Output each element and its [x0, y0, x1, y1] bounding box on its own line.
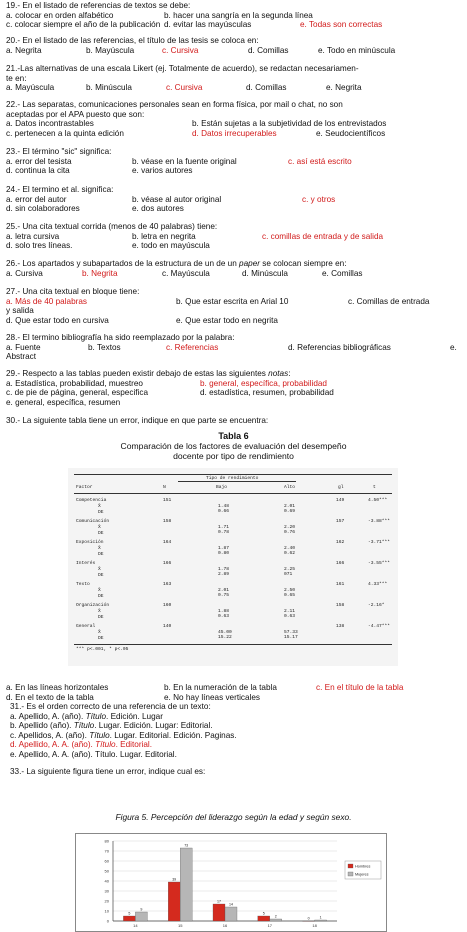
option-e: e. dos autores	[132, 204, 184, 214]
option-b: b. Mayúscula	[86, 45, 135, 55]
option-d: d. solo tres líneas.	[6, 241, 73, 251]
question-stem: 22.- Las separatas, comunicaciones personales sean en forma física, por mail o chat, no son	[6, 100, 343, 109]
option-a: a. Mayúscula	[6, 83, 55, 93]
table-cell-sd-label: DE	[98, 573, 104, 578]
question-20	[6, 36, 461, 55]
bar-hombres	[258, 916, 270, 921]
option-c: c. Cursiva	[162, 45, 199, 55]
table-caption: Comparación de los factores de evaluación del desempeño docente por tipo de rendimiento	[120, 441, 347, 461]
table-cell-mean-label: X̄	[98, 504, 101, 509]
table-cell-gl: 149	[336, 498, 345, 503]
option-d: d. continua la cita	[6, 166, 70, 176]
header-alto: Alto	[284, 485, 296, 490]
question-30	[6, 416, 461, 426]
table-cell-alto-mean: 2.50	[284, 588, 296, 593]
option-a: a. Apellido, A. (año). Título. Edición. Lugar	[10, 711, 163, 721]
option-e: e. Seudocientíficos	[316, 128, 386, 138]
x-tick-label: 16	[222, 923, 228, 928]
table-cell-t: -4.47***	[368, 624, 391, 629]
table-cell-factor: Exposición	[76, 540, 104, 545]
x-tick-label: 18	[312, 923, 317, 928]
option-e: e. Todas son correctas	[300, 20, 383, 30]
table-cell-bajo-mean: 2.01	[218, 588, 230, 593]
question-26	[6, 259, 461, 278]
option-d: d. Referencias bibliográficas	[288, 342, 391, 352]
option-b: b. Apellido (año). Título. Lugar. Edición. Lugar: Editorial.	[10, 721, 213, 731]
table-cell-mean-label: X̄	[98, 630, 101, 635]
option-c: c. así está escrito	[288, 156, 352, 166]
option-e: e.	[450, 342, 457, 352]
option-a: a. Datos incontrastables	[6, 119, 94, 129]
option-e: e. Negrita	[326, 83, 362, 93]
option-d: d. sin colaboradores	[6, 204, 80, 214]
x-tick-label: 15	[177, 923, 183, 928]
option-c: c. colocar siempre el año de la publicación	[6, 20, 161, 30]
option-c: c. y otros	[302, 194, 336, 204]
option-e: e. Apellido, A. A. (año). Título. Lugar. Editorial.	[10, 749, 177, 759]
option-b: b. En la numeración de la tabla	[164, 683, 277, 692]
table-cell-sd-label: DE	[98, 510, 104, 515]
option-e: e. varios autores	[132, 166, 193, 176]
question-stem: 20.- En el listado de las referencias, el título de las tesis se coloca en:	[6, 36, 259, 45]
question-25	[6, 222, 461, 251]
option-a: a. colocar en orden alfabético	[6, 10, 114, 20]
data-label: 5	[128, 911, 131, 916]
question-stem: 19.- En el listado de referencias de textos se debe:	[6, 1, 191, 10]
table-cell-bajo-mean: 1.78	[218, 567, 230, 572]
option-b: b. hacer una sangría en la segunda línea	[164, 10, 313, 20]
table-title: Tabla 6	[218, 431, 249, 441]
legend-label: Mujeres	[355, 872, 369, 877]
table-cell-mean-label: X̄	[98, 588, 101, 593]
table-cell-gl: 157	[336, 519, 345, 524]
y-tick-label: 40	[104, 878, 109, 884]
table-cell-bajo-mean: 1.87	[218, 546, 230, 551]
table-cell-alto-mean: 2.20	[284, 525, 296, 530]
table-cell-n: 158	[163, 519, 172, 524]
table-group-header: Tipo de rendimiento	[206, 476, 259, 481]
bar-mujeres	[270, 919, 282, 921]
table-cell-alto-mean: 57.33	[284, 630, 298, 635]
question-27: 27.- Una cita textual en bloque tiene: a. Más de 40 palabras b. Que estar escrita en Arial 10 c. Comillas de entrada y salida d. Que estar todo en cursiva e. Que estar todo en negrita	[6, 287, 461, 325]
question-28: 28.- El termino bibliografía ha sido reemplazado por la palabra: a. Fuente b. Textos c. Referencias d. Referencias bibliográficas e. Abstract	[6, 333, 461, 362]
table-cell-sd-label: DE	[98, 594, 104, 599]
option-d: d. Comillas	[246, 83, 287, 93]
data-label: 5	[262, 911, 265, 916]
table-cell-t: -2.16*	[368, 603, 385, 608]
question-33	[10, 767, 465, 777]
y-tick-label: 60	[104, 858, 109, 864]
option-d: d. estadística, resumen, probabilidad	[200, 388, 334, 398]
question-stem: 27.- Una cita textual en bloque tiene:	[6, 287, 140, 296]
table-cell-factor: Organización	[76, 603, 110, 608]
option-a: a. letra cursiva	[6, 231, 60, 241]
question-31	[10, 702, 465, 760]
option-c: c. pertenecen a la quinta edición	[6, 128, 124, 138]
table-cell-bajo-mean: 1.48	[218, 504, 230, 509]
option-a: a. error del tesista	[6, 156, 72, 166]
table-cell-gl: 162	[336, 540, 345, 545]
table-cell-bajo-mean: 1.88	[218, 609, 230, 614]
y-tick-label: 70	[104, 848, 109, 854]
table-cell-bajo-sd: 0.75	[218, 593, 230, 598]
table-cell-alto-sd: 0.69	[284, 509, 296, 514]
table-cell-alto-sd: 15.17	[284, 635, 298, 640]
table-cell-n: 163	[163, 582, 172, 587]
bar-hombres	[213, 904, 225, 921]
data-label: 39	[172, 877, 177, 882]
table-6-image	[68, 468, 398, 666]
header-factor: Factor	[76, 485, 93, 490]
header-t: t	[373, 485, 376, 490]
y-tick-label: 50	[104, 868, 109, 874]
table-cell-n: 160	[163, 603, 172, 608]
table-cell-gl: 138	[336, 624, 345, 629]
option-b: b. Minúscula	[86, 83, 132, 93]
y-tick-label: 0	[106, 918, 109, 924]
option-c: c. Apellidos, A. (año). Título. Lugar. Editorial. Edición. Paginas.	[10, 730, 237, 740]
table-cell-alto-mean: 2.40	[284, 546, 296, 551]
table-note: *** p<.001, * p<.05	[76, 647, 129, 652]
table-cell-factor: Interés	[76, 561, 96, 566]
table-cell-mean-label: X̄	[98, 567, 101, 572]
option-d: d. Que estar todo en cursiva	[6, 315, 109, 325]
bar-hombres	[123, 916, 135, 921]
question-stem: 23.- El término "sic" significa:	[6, 147, 112, 156]
option-a: a. Fuente	[6, 342, 41, 352]
table-cell-t: 4.50***	[368, 498, 388, 503]
option-b: b. Que estar escrita en Arial 10	[176, 296, 289, 306]
question-stem: 29.- Respecto a las tablas pueden existir debajo de estas las siguientes notas:	[6, 369, 291, 378]
question-stem: 25.- Una cita textual corrida (menos de 40 palabras) tiene:	[6, 222, 218, 231]
table-cell-gl: 158	[336, 603, 345, 608]
option-e: e. No hay líneas verticales	[164, 692, 261, 702]
table-cell-t: 4.33***	[368, 582, 388, 587]
option-b: b. Están sujetas a la subjetividad de los entrevistados	[192, 119, 387, 129]
option-d: d. Minúscula	[242, 268, 288, 278]
bar-mujeres	[135, 912, 147, 921]
table-cell-n: 164	[163, 540, 172, 545]
question-stem: 33.- La siguiente figura tiene un error, indique cual es:	[10, 767, 206, 776]
option-e: e. Todo en minúscula	[318, 45, 396, 55]
data-label: 73	[184, 843, 189, 848]
question-stem: 21.-Las alternativas de una escala Likert (ej. Totalmente de acuerdo), se redactan necesariamen-	[6, 64, 359, 73]
option-d: d. En el texto de la tabla	[6, 692, 94, 702]
option-a: a. error del autor	[6, 194, 67, 204]
table-cell-mean-label: X̄	[98, 525, 101, 530]
table-cell-sd-label: DE	[98, 531, 104, 536]
table-cell-bajo-sd: 0.63	[218, 614, 230, 619]
option-c: c. Referencias	[166, 342, 219, 352]
question-23	[6, 147, 461, 176]
option-d: d. Apellido, A. A. (año). Título. Editorial.	[10, 740, 153, 750]
table-cell-t: -3.55***	[368, 561, 391, 566]
option-d: d. Comillas	[248, 45, 289, 55]
option-d: d. Datos irrecuperables	[192, 128, 277, 138]
table-cell-bajo-sd: 15.22	[218, 635, 232, 640]
bar-hombres	[168, 882, 180, 921]
option-b: b. Negrita	[82, 268, 118, 278]
table-cell-factor: Texto	[76, 582, 90, 587]
table-cell-t: -3.71***	[368, 540, 391, 545]
table-cell-factor: General	[76, 624, 96, 629]
option-b: b. general, específica, probabilidad	[200, 378, 327, 388]
legend-label: Hombres	[355, 864, 371, 869]
table-cell-mean-label: X̄	[98, 546, 101, 551]
table-cell-t: -3.88***	[368, 519, 391, 524]
data-label: 9	[140, 907, 143, 912]
bar-chart	[75, 833, 387, 932]
table-cell-alto-sd: 0.62	[284, 551, 296, 556]
option-c: c. Comillas de entrada	[348, 296, 430, 306]
table-cell-n: 166	[163, 561, 172, 566]
question-22: 22.- Las separatas, comunicaciones personales sean en forma física, por mail o chat, no son aceptadas por el APA puesto que son: a. Datos incontrastables b. Están sujetas a la subjetividad de los entrevistados c. pertenecen a la quinta edición d. Datos irrecuperables e. Seudocientíficos	[6, 100, 461, 138]
table-cell-sd-label: DE	[98, 615, 104, 620]
table-cell-bajo-mean: 45.00	[218, 630, 232, 635]
option-c: c. comillas de entrada y de salida	[262, 231, 384, 241]
table-cell-factor: Comunicación	[76, 519, 110, 524]
option-c: c. Mayúscula	[162, 268, 210, 278]
table-cell-alto-sd: 0.76	[284, 530, 296, 535]
option-d: d. evitar las mayúsculas	[164, 20, 252, 30]
option-a: a. Cursiva	[6, 268, 43, 278]
x-tick-label: 17	[267, 923, 273, 928]
table-cell-alto-mean: 2.25	[284, 567, 296, 572]
x-tick-label: 14	[133, 923, 138, 928]
option-b: b. letra en negrita	[132, 231, 196, 241]
option-c: c. de pie de página, general, especifica	[6, 388, 149, 398]
option-a: a. En las líneas horizontales	[6, 683, 109, 692]
table-cell-bajo-sd: 0.80	[218, 551, 230, 556]
bar-mujeres	[225, 907, 237, 921]
table-cell-gl: 161	[336, 582, 345, 587]
option-e: e. todo en mayúscula	[132, 241, 210, 251]
header-gl: gl	[338, 485, 344, 490]
table-cell-alto-mean: 2.01	[284, 504, 296, 509]
option-a: a. Estadística, probabilidad, muestreo	[6, 378, 143, 388]
option-b: b. véase al autor original	[132, 194, 222, 204]
table-cell-mean-label: X̄	[98, 609, 101, 614]
question-24	[6, 185, 461, 214]
question-29	[6, 369, 461, 407]
option-e: e. Que estar todo en negrita	[176, 315, 278, 325]
option-a: a. Negrita	[6, 45, 42, 55]
header-n: N	[163, 485, 166, 490]
question-stem: 26.- Los apartados y subapartados de la estructura de un de un paper se colocan siempre en:	[6, 259, 347, 268]
y-tick-label: 30	[104, 888, 109, 894]
legend-swatch	[348, 864, 353, 868]
table-cell-alto-sd: 0.63	[284, 614, 296, 619]
table-cell-bajo-mean: 1.71	[218, 525, 230, 530]
option-c: c. En el título de la tabla	[316, 683, 404, 692]
option-c: c. Cursiva	[166, 83, 203, 93]
y-tick-label: 80	[104, 838, 109, 844]
legend-swatch	[348, 872, 353, 876]
option-b: b. Textos	[88, 342, 121, 352]
table-cell-alto-mean: 2.11	[284, 609, 296, 614]
question-30-options	[6, 683, 461, 702]
option-a: a. Más de 40 palabras	[6, 296, 88, 306]
table-cell-bajo-sd: 2.89	[218, 572, 230, 577]
bar-mujeres	[315, 920, 327, 921]
option-e: e. general, específica, resumen	[6, 397, 121, 407]
question-stem: 24.- El termino et al. significa:	[6, 185, 114, 194]
y-tick-label: 20	[104, 898, 109, 904]
figure-caption: Figura 5. Percepción del liderazgo según la edad y según sexo.	[115, 812, 352, 822]
y-tick-label: 10	[104, 908, 109, 914]
data-label: 17	[217, 899, 221, 904]
question-stem: 30.- La siguiente tabla tiene un error, indique en que parte se encuentra:	[6, 416, 269, 425]
bar-mujeres	[180, 848, 192, 921]
question-19	[6, 1, 461, 30]
question-stem: 28.- El termino bibliografía ha sido reemplazado por la palabra:	[6, 333, 235, 342]
table-cell-sd-label: DE	[98, 552, 104, 557]
question-21: 21.-Las alternativas de una escala Likert (ej. Totalmente de acuerdo), se redactan necesariamen- te en: a. Mayúscula b. Minúscula c. Cursiva d. Comillas e. Negrita	[6, 64, 461, 93]
data-label: 2	[274, 914, 277, 919]
option-e: e. Comillas	[322, 268, 363, 278]
question-stem: 31.- Es el orden correcto de una referencia de un texto:	[10, 702, 211, 711]
data-label: 14	[229, 902, 233, 907]
table-cell-bajo-sd: 0.66	[218, 509, 230, 514]
table-cell-n: 151	[163, 498, 172, 503]
table-cell-gl: 166	[336, 561, 345, 566]
table-cell-factor: Competencia	[76, 498, 107, 503]
table-cell-alto-sd: 0.65	[284, 593, 296, 598]
table-cell-sd-label: DE	[98, 636, 104, 641]
option-b: b. véase en la fuente original	[132, 156, 237, 166]
data-label: 0	[307, 916, 310, 921]
table-cell-alto-sd: 071	[284, 572, 293, 577]
data-label: 1	[319, 915, 322, 920]
header-bajo: Bajo	[216, 485, 228, 490]
table-cell-n: 140	[163, 624, 172, 629]
table-cell-bajo-sd: 0.78	[218, 530, 230, 535]
